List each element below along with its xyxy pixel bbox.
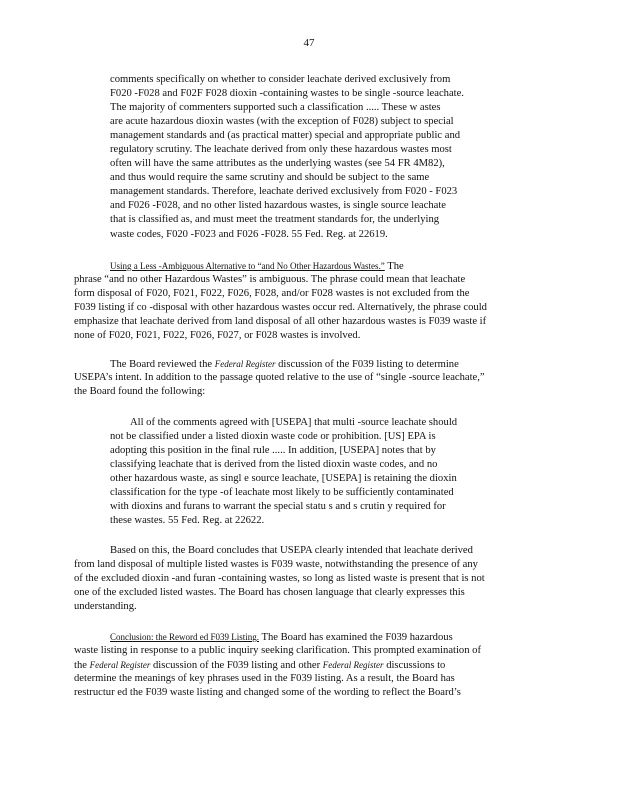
text-fragment: discussions to <box>386 660 446 671</box>
text-fragment: The Board has examined the F039 hazardous <box>261 632 453 643</box>
text-fragment: discussion of the F039 listing and other <box>153 660 321 671</box>
text-line <box>74 659 445 672</box>
text-line: F020 -F028 and F02F F028 dioxin -containing wastes to be single -source leachate. <box>110 88 464 99</box>
text-line <box>110 358 459 371</box>
text-line: determine the meanings of key phrases used in the F039 listing. As a result, the Board has <box>74 673 455 684</box>
text-line: management standards and (as practical matter) special and appropriate public and <box>110 130 461 141</box>
text-line: understanding. <box>74 601 137 612</box>
federal-register-ref: Federal Register <box>322 660 384 670</box>
text-line: management standards. Therefore, leachate derived exclusively from F020 - F023 <box>110 186 458 197</box>
text-line: USEPA’s intent. In addition to the passage quoted relative to the use of “single -source leachate,” <box>74 372 485 383</box>
text-line: and thus would require the same scrutiny and should be subject to the same <box>110 172 430 183</box>
text-line: and F026 -F028, and no other listed hazardous wastes, is single source leachate <box>110 200 446 211</box>
text-line: waste listing in response to a public inquiry seeking clarification. This prompted examination of <box>74 645 481 656</box>
text-line: these wastes. 55 Fed. Reg. at 22622. <box>110 515 265 526</box>
text-line: often will have the same attributes as the underlying wastes (see 54 FR 4M82), <box>110 158 445 169</box>
page-number: 47 <box>303 37 315 49</box>
text-line: none of F020, F021, F022, F026, F027, or F028 wastes is involved. <box>74 330 361 341</box>
text-line: adopting this position in the final rule ..... In addition, [USEPA] notes that by <box>110 445 436 456</box>
text-line: The majority of commenters supported such a classification ..... These w astes <box>110 102 441 113</box>
text-line: regulatory scrutiny. The leachate derived from only these hazardous wastes most <box>110 144 452 155</box>
text-line: one of the excluded listed wastes. The Board has chosen language that clearly expresses this <box>74 587 465 598</box>
text-line: emphasize that leachate derived from land disposal of all other hazardous wastes is F039 waste if <box>74 316 487 327</box>
text-line: All of the comments agreed with [USEPA] that multi -source leachate should <box>130 417 458 428</box>
text-line: not be classified under a listed dioxin waste code or prohibition. [US] EPA is <box>110 431 436 442</box>
federal-register-ref: Federal Register <box>214 359 276 369</box>
text-line: comments specifically on whether to consider leachate derived exclusively from <box>110 74 451 85</box>
text-line: other hazardous waste, as singl e source leachate, [USEPA] is retaining the dioxin <box>110 473 457 484</box>
text-line: classification for the type -of leachate most likely to be sufficiently contaminated <box>110 487 454 498</box>
text-line: the Board found the following: <box>74 386 206 397</box>
text-line <box>110 260 404 273</box>
text-fragment: The <box>387 261 404 272</box>
text-line: with dioxins and furans to warrant the special statu s and s crutin y required for <box>110 501 446 512</box>
text-line: that is classified as, and must meet the treatment standards for, the underlying <box>110 214 440 225</box>
text-line: of the excluded dioxin -and furan -containing wastes, so long as listed waste is present that is not <box>74 573 485 584</box>
text-line: waste codes, F020 -F023 and F026 -F028. 55 Fed. Reg. at 22619. <box>110 229 388 240</box>
text-line: F039 listing if co -disposal with other hazardous wastes occur red. Alternatively, the phrase could <box>74 302 487 313</box>
text-fragment: The Board reviewed the <box>110 359 213 370</box>
text-line: phrase “and no other Hazardous Wastes” is ambiguous. The phrase could mean that leachate <box>74 274 466 285</box>
text-fragment: discussion of the F039 listing to determine <box>278 359 459 370</box>
text-line: from land disposal of multiple listed wastes is F039 waste, notwithstanding the presence of any <box>74 559 478 570</box>
text-line: are acute hazardous dioxin wastes (with the exception of F028) subject to special <box>110 116 454 127</box>
text-line: restructur ed the F039 waste listing and changed some of the wording to reflect the Board’s <box>74 687 461 698</box>
text-line: form disposal of F020, F021, F022, F026, F028, and/or F028 wastes is not excluded from the <box>74 288 470 299</box>
text-line: Based on this, the Board concludes that USEPA clearly intended that leachate derived <box>110 545 473 556</box>
text-fragment: the <box>74 660 87 671</box>
text-line <box>110 631 453 644</box>
section-heading: Using a Less -Ambiguous Alternative to “and No Other Hazardous Wastes.” <box>110 261 385 271</box>
federal-register-ref: Federal Register <box>89 660 151 670</box>
section-heading: Conclusion: the Reword ed F039 Listing. <box>110 632 259 642</box>
text-line: classifying leachate that is derived from the listed dioxin waste codes, and no <box>110 459 438 470</box>
